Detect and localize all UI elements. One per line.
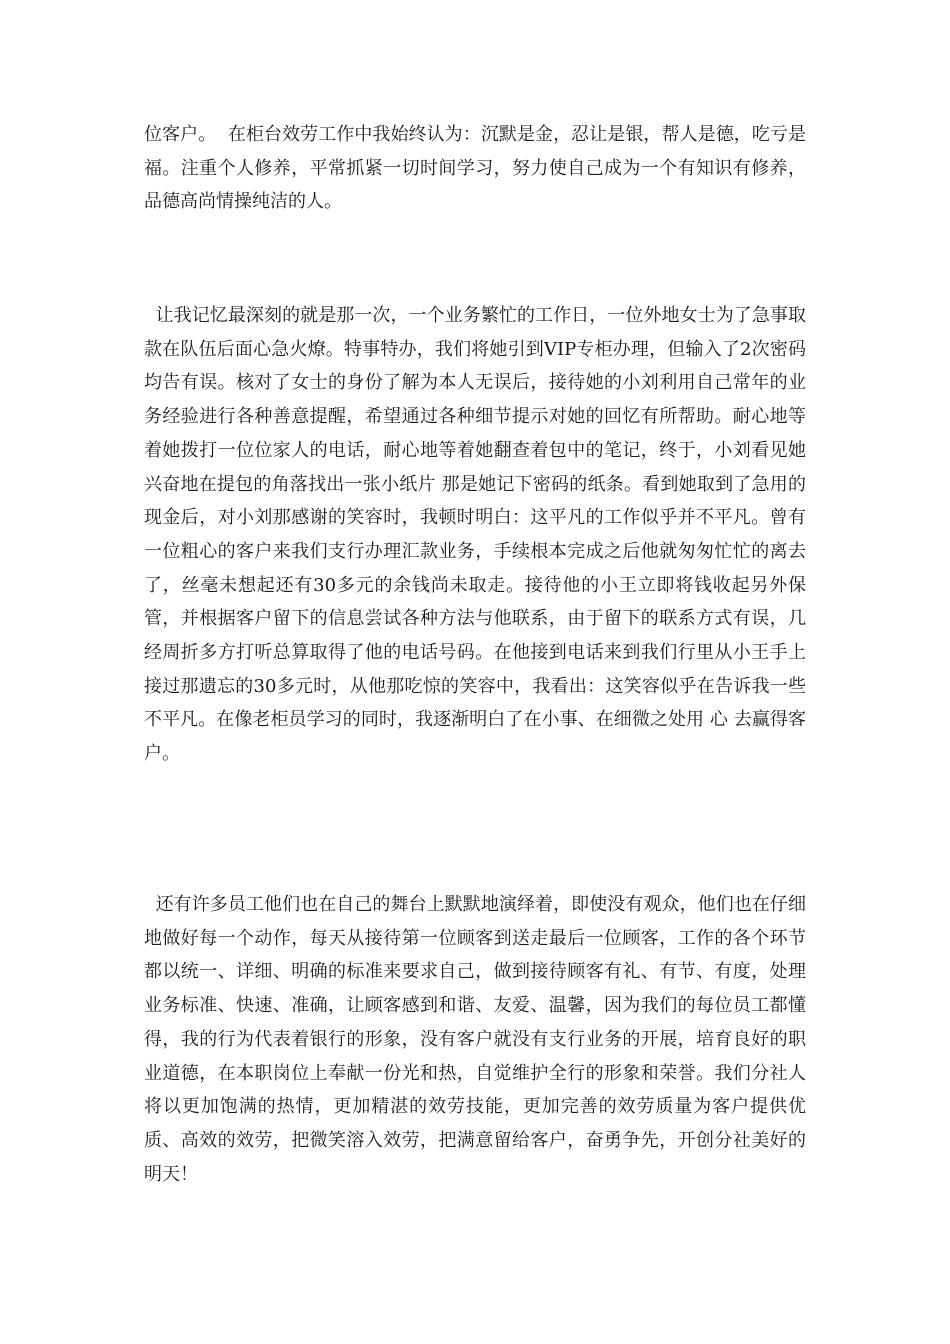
paragraph-closing: 还有许多员工他们也在自己的舞台上默默地演绎着，即使没有观众，他们也在仔细地做好每一个动作，每天从接待第一位顾客到送走最后一位顾客，工作的各个环节都以统一、详细、明确的标准来要求自己，做到接待顾客有礼、有节、有度，处理业务标准、快速、准确，让顾客感到和谐、友爱、温馨，因为我们的每位员工都懂得，我的行为代表着银行的形象，没有客户就没有支行业务的开展，培育良好的职业道德，在本职岗位上奉献一份光和热，自觉维护全行的形象和荣誉。我们分社人将以更加饱满的热情，更加精湛的效劳技能，更加完善的效劳质量为客户提供优质、高效的效劳，把微笑溶入效劳，把满意留给客户，奋勇争先，开创分社美好的明天！ — [144, 894, 806, 1185]
paragraph-memorable-story: 让我记忆最深刻的就是那一次，一个业务繁忙的工作日，一位外地女士为了急事取款在队伍后面心急火燎。特事特办，我们将她引到VIP专柜办理，但输入了2次密码均告有误。核对了女士的身份了解为本人无误后，接待她的小刘利用自己常年的业务经验进行各种善意提醒，希望通过各种细节提示对她的回忆有所帮助。耐心地等着她拨打一位位家人的电话，耐心地等着她翻查着包中的笔记，终于，小刘看见她兴奋地在提包的角落找出一张小纸片 那是她记下密码的纸条。看到她取到了急用的现金后，对小刘那感谢的笑容时，我顿时明白：这平凡的工作似乎并不平凡。曾有一位粗心的客户来我们支行办理汇款业务，手续根本完成之后他就匆匆忙忙的离去了，丝毫未想起还有30多元的余钱尚未取走。接待他的小王立即将钱收起另外保管，并根据客户留下的信息尝试各种方法与他联系，由于留下的联系方式有误，几经周折多方打听总算取得了他的电话号码。在他接到电话来到我们行里从小王手上接过那遗忘的30多元时，从他那吃惊的笑容中，我看出：这笑容似乎在告诉我一些不平凡。在像老柜员学习的同时，我逐渐明白了在小事、在细微之处用 心 去赢得客户。 — [144, 305, 806, 765]
paragraph-intro-conclusion: 位客户。 在柜台效劳工作中我始终认为：沉默是金，忍让是银，帮人是德，吃亏是福。注重个人修养，平常抓紧一切时间学习，努力使自己成为一个有知识有修养，品德高尚情操纯洁的人。 — [144, 124, 806, 213]
